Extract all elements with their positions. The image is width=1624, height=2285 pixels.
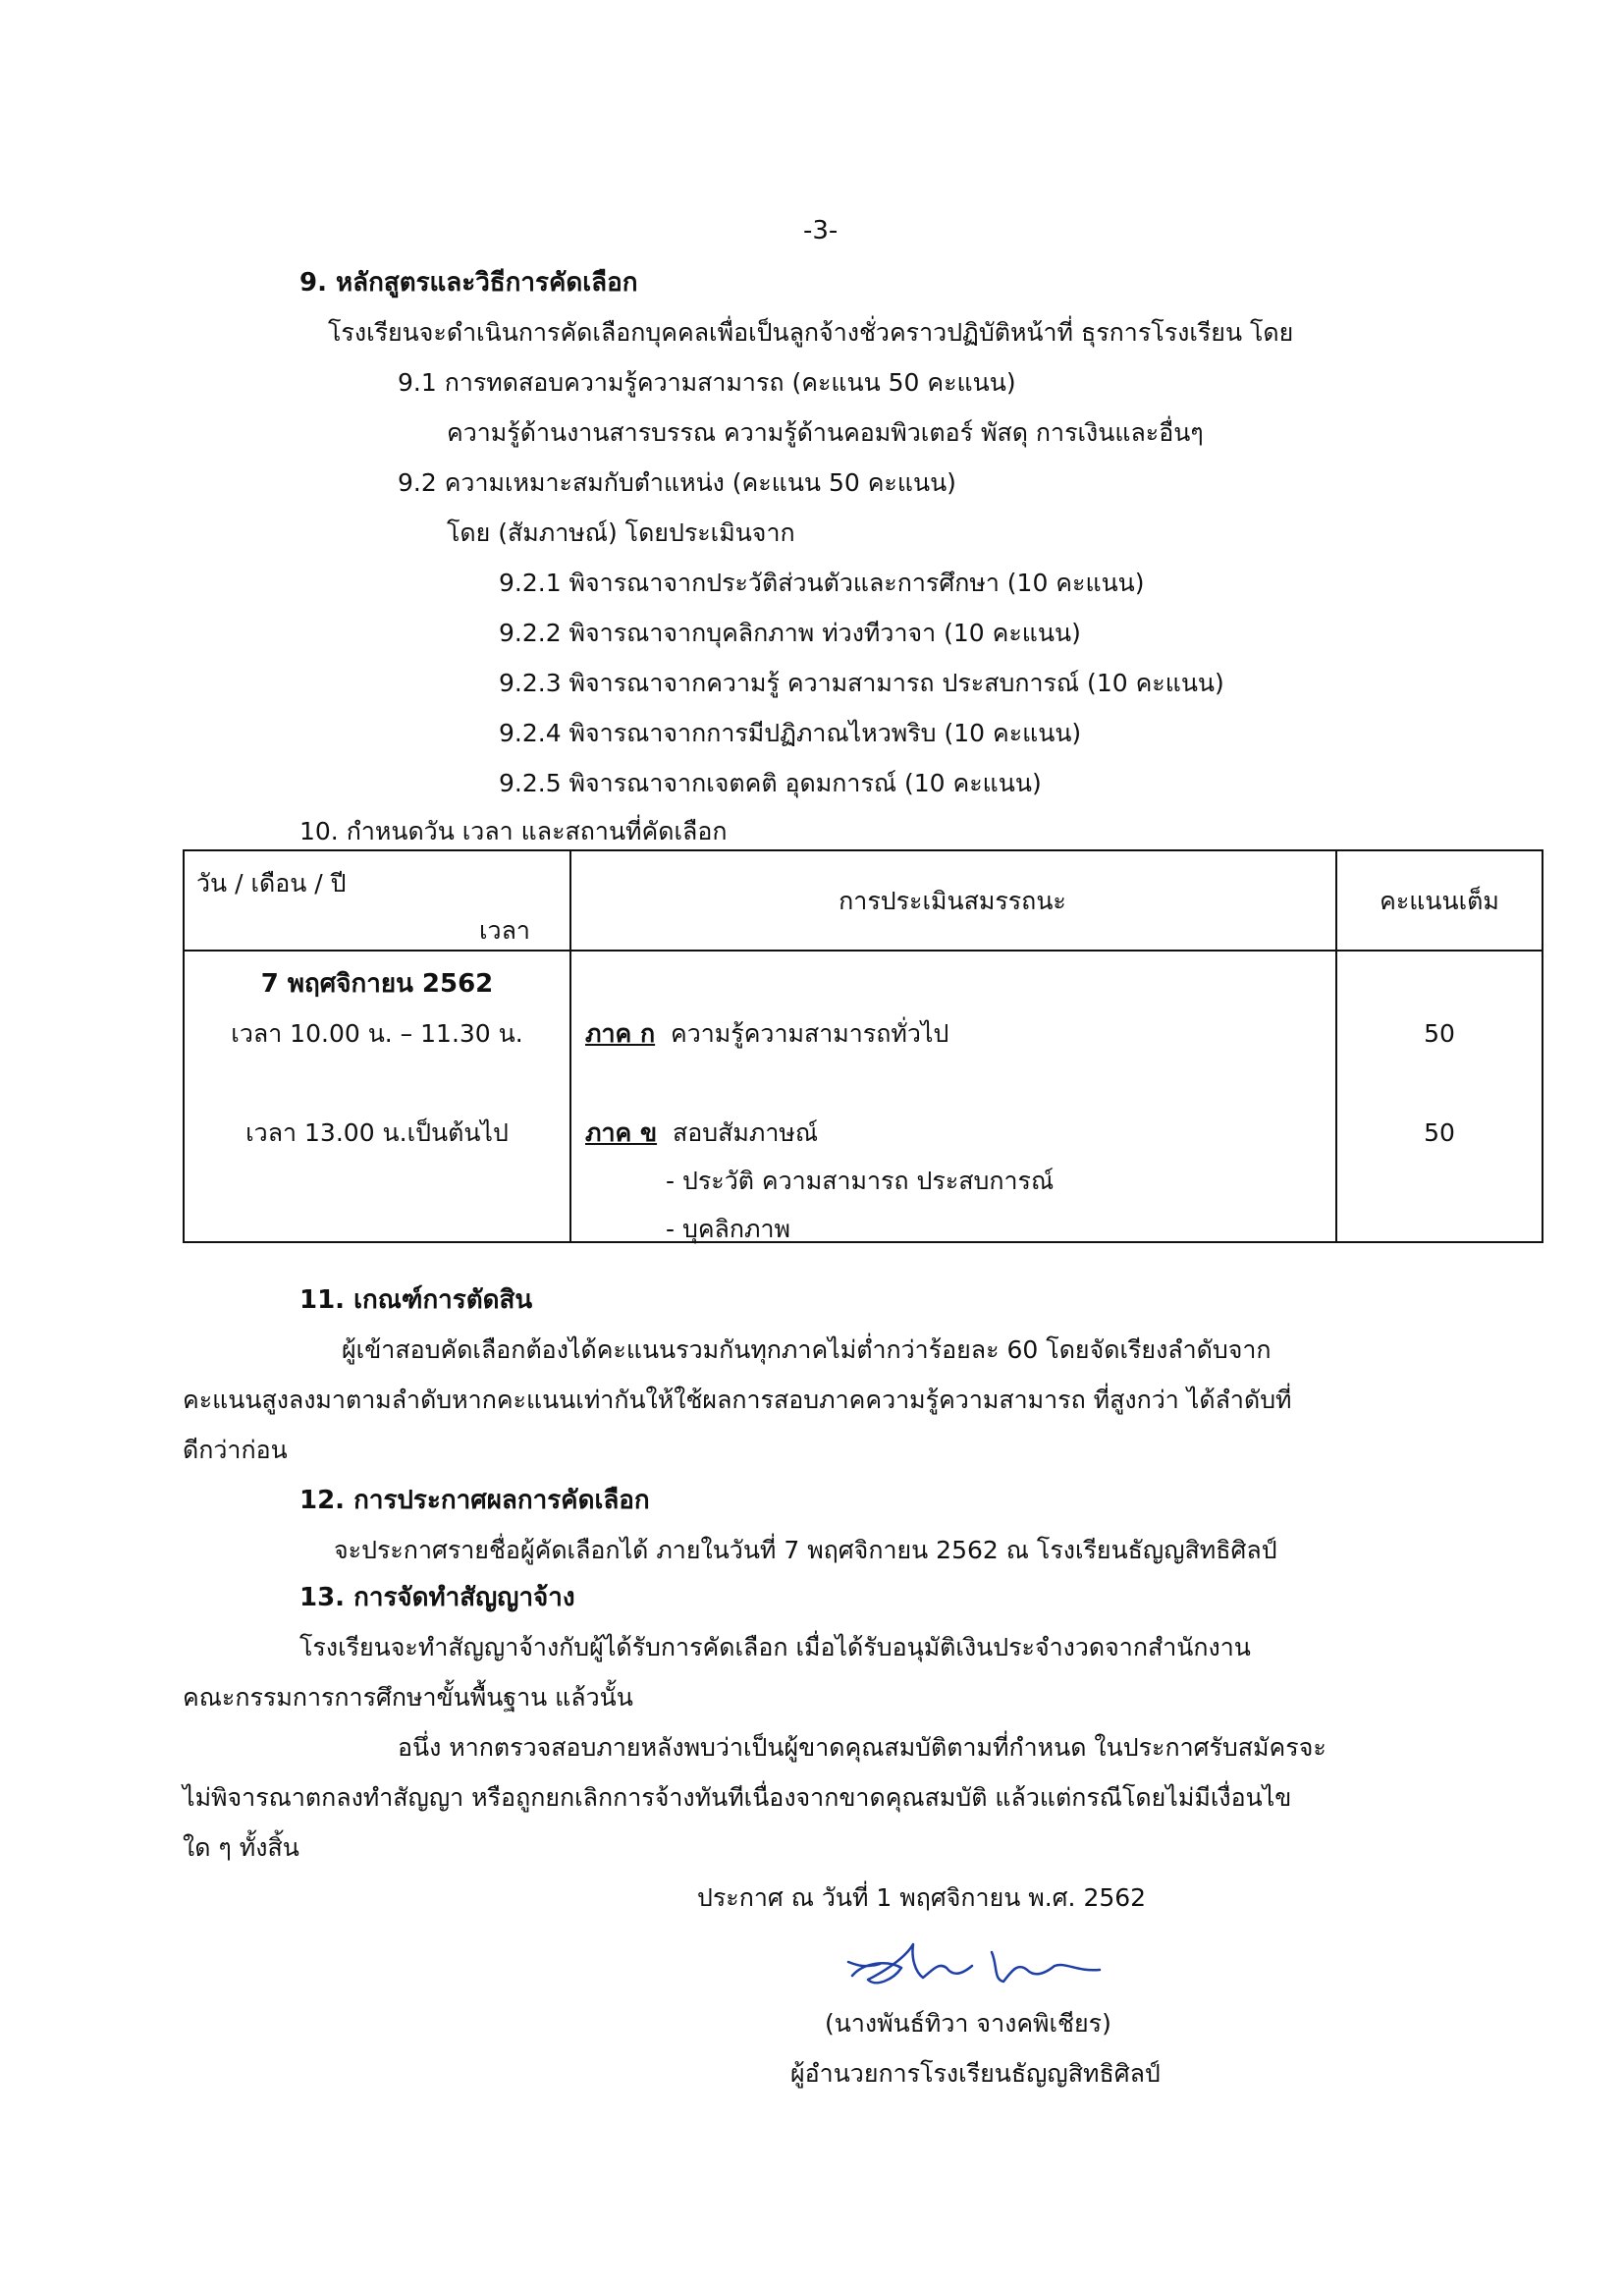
- announce-date: ประกาศ ณ วันที่ 1 พฤศจิกายน พ.ศ. 2562: [697, 1883, 1147, 1912]
- section-13-line: โรงเรียนจะทำสัญญาจ้างกับผู้ได้รับการคัดเลือก เมื่อได้รับอนุมัติเงินประจำงวดจากสำนักงาน: [299, 1633, 1251, 1661]
- section-9-1: 9.1 การทดสอบความรู้ความสามารถ (คะแนน 50 คะแนน): [398, 368, 1016, 397]
- table-divider: [185, 950, 1542, 952]
- section-9-heading: 9. หลักสูตรและวิธีการคัดเลือก: [299, 268, 638, 298]
- section-11-line: ผู้เข้าสอบคัดเลือกต้องได้คะแนนรวมกันทุกภาคไม่ต่ำกว่าร้อยละ 60 โดยจัดเรียงลำดับจาก: [342, 1335, 1272, 1364]
- section-10-heading: 10. กำหนดวัน เวลา และสถานที่คัดเลือก: [299, 817, 728, 845]
- signer-name: (นางพันธ์ทิวา จางคพิเชียร): [825, 2009, 1111, 2038]
- criterion-9-2-2: 9.2.2 พิจารณาจากบุคลิกภาพ ท่วงทีวาจา (10 คะแนน): [499, 619, 1081, 647]
- schedule-table: [183, 849, 1543, 1243]
- section-13-line: ใด ๆ ทั้งสิ้น: [183, 1833, 299, 1862]
- time-slot-2: เวลา 13.00 น.เป็นต้นไป: [245, 1118, 509, 1147]
- part-a-text: ความรู้ความสามารถทั่วไป: [671, 1019, 949, 1048]
- part-a: [585, 1021, 948, 1046]
- section-11-line: ดีกว่าก่อน: [183, 1436, 288, 1464]
- header-date: วัน / เดือน / ปี: [196, 869, 347, 898]
- score-part-a: 50: [1424, 1019, 1455, 1048]
- criterion-9-2-1: 9.2.1 พิจารณาจากประวัติส่วนตัวและการศึกษา (10 คะแนน): [499, 569, 1145, 597]
- section-12-text: จะประกาศรายชื่อผู้คัดเลือกได้ ภายในวันที่ 7 พฤศจิกายน 2562 ณ โรงเรียนธัญญสิทธิศิลป์: [334, 1536, 1277, 1564]
- criterion-9-2-4: 9.2.4 พิจารณาจากการมีปฏิภาณไหวพริบ (10 คะแนน): [499, 719, 1082, 747]
- section-9-intro: โรงเรียนจะดำเนินการคัดเลือกบุคคลเพื่อเป็นลูกจ้างชั่วคราวปฏิบัติหน้าที่ ธุรการโรงเรียน โดย: [328, 318, 1294, 347]
- score-part-b: 50: [1424, 1118, 1455, 1147]
- part-b: [585, 1120, 818, 1145]
- criterion-9-2-3: 9.2.3 พิจารณาจากความรู้ ความสามารถ ประสบการณ์ (10 คะแนน): [499, 669, 1224, 697]
- criterion-9-2-5: 9.2.5 พิจารณาจากเจตคติ อุดมการณ์ (10 คะแนน): [499, 769, 1042, 797]
- page-number: -3-: [803, 216, 839, 245]
- section-13-line: คณะกรรมการการศึกษาขั้นพื้นฐาน แล้วนั้น: [183, 1683, 633, 1712]
- header-full-score: คะแนนเต็ม: [1380, 887, 1499, 915]
- section-9-1-detail: ความรู้ด้านงานสารบรรณ ความรู้ด้านคอมพิวเตอร์ พัสดุ การเงินและอื่นๆ: [447, 418, 1204, 447]
- header-time: เวลา: [479, 916, 530, 945]
- part-b-text: สอบสัมภาษณ์: [672, 1118, 819, 1147]
- exam-date: 7 พฤศจิกายน 2562: [260, 969, 494, 999]
- signer-title: ผู้อำนวยการโรงเรียนธัญญสิทธิศิลป์: [790, 2059, 1161, 2088]
- section-9-2: 9.2 ความเหมาะสมกับตำแหน่ง (คะแนน 50 คะแนน): [398, 468, 956, 497]
- section-12-heading: 12. การประกาศผลการคัดเลือก: [299, 1486, 650, 1515]
- signature: [844, 1932, 1119, 2001]
- section-9-2-detail: โดย (สัมภาษณ์) โดยประเมินจาก: [447, 518, 795, 547]
- header-evaluation: การประเมินสมรรถนะ: [839, 887, 1066, 915]
- section-13-line: อนึ่ง หากตรวจสอบภายหลังพบว่าเป็นผู้ขาดคุณสมบัติตามที่กำหนด ในประกาศรับสมัครจะ: [398, 1733, 1326, 1762]
- section-11-heading: 11. เกณฑ์การตัดสิน: [299, 1285, 533, 1315]
- section-13-heading: 13. การจัดทำสัญญาจ้าง: [299, 1583, 575, 1612]
- section-11-line: คะแนนสูงลงมาตามลำดับหากคะแนนเท่ากันให้ใช้ผลการสอบภาคความรู้ความสามารถ ที่สูงกว่า ได้ลำดับที่: [183, 1386, 1292, 1414]
- section-13-line: ไม่พิจารณาตกลงทำสัญญา หรือถูกยกเลิกการจ้างทันทีเนื่องจากขาดคุณสมบัติ แล้วแต่กรณีโดยไม่มีเงื่อนไข: [183, 1783, 1292, 1812]
- part-b-item: - บุคลิกภาพ: [666, 1215, 791, 1243]
- part-a-label: ภาค ก: [585, 1019, 656, 1048]
- part-b-label: ภาค ข: [585, 1118, 658, 1147]
- time-slot-1: เวลา 10.00 น. – 11.30 น.: [231, 1019, 523, 1048]
- part-b-item: - ประวัติ ความสามารถ ประสบการณ์: [666, 1167, 1055, 1195]
